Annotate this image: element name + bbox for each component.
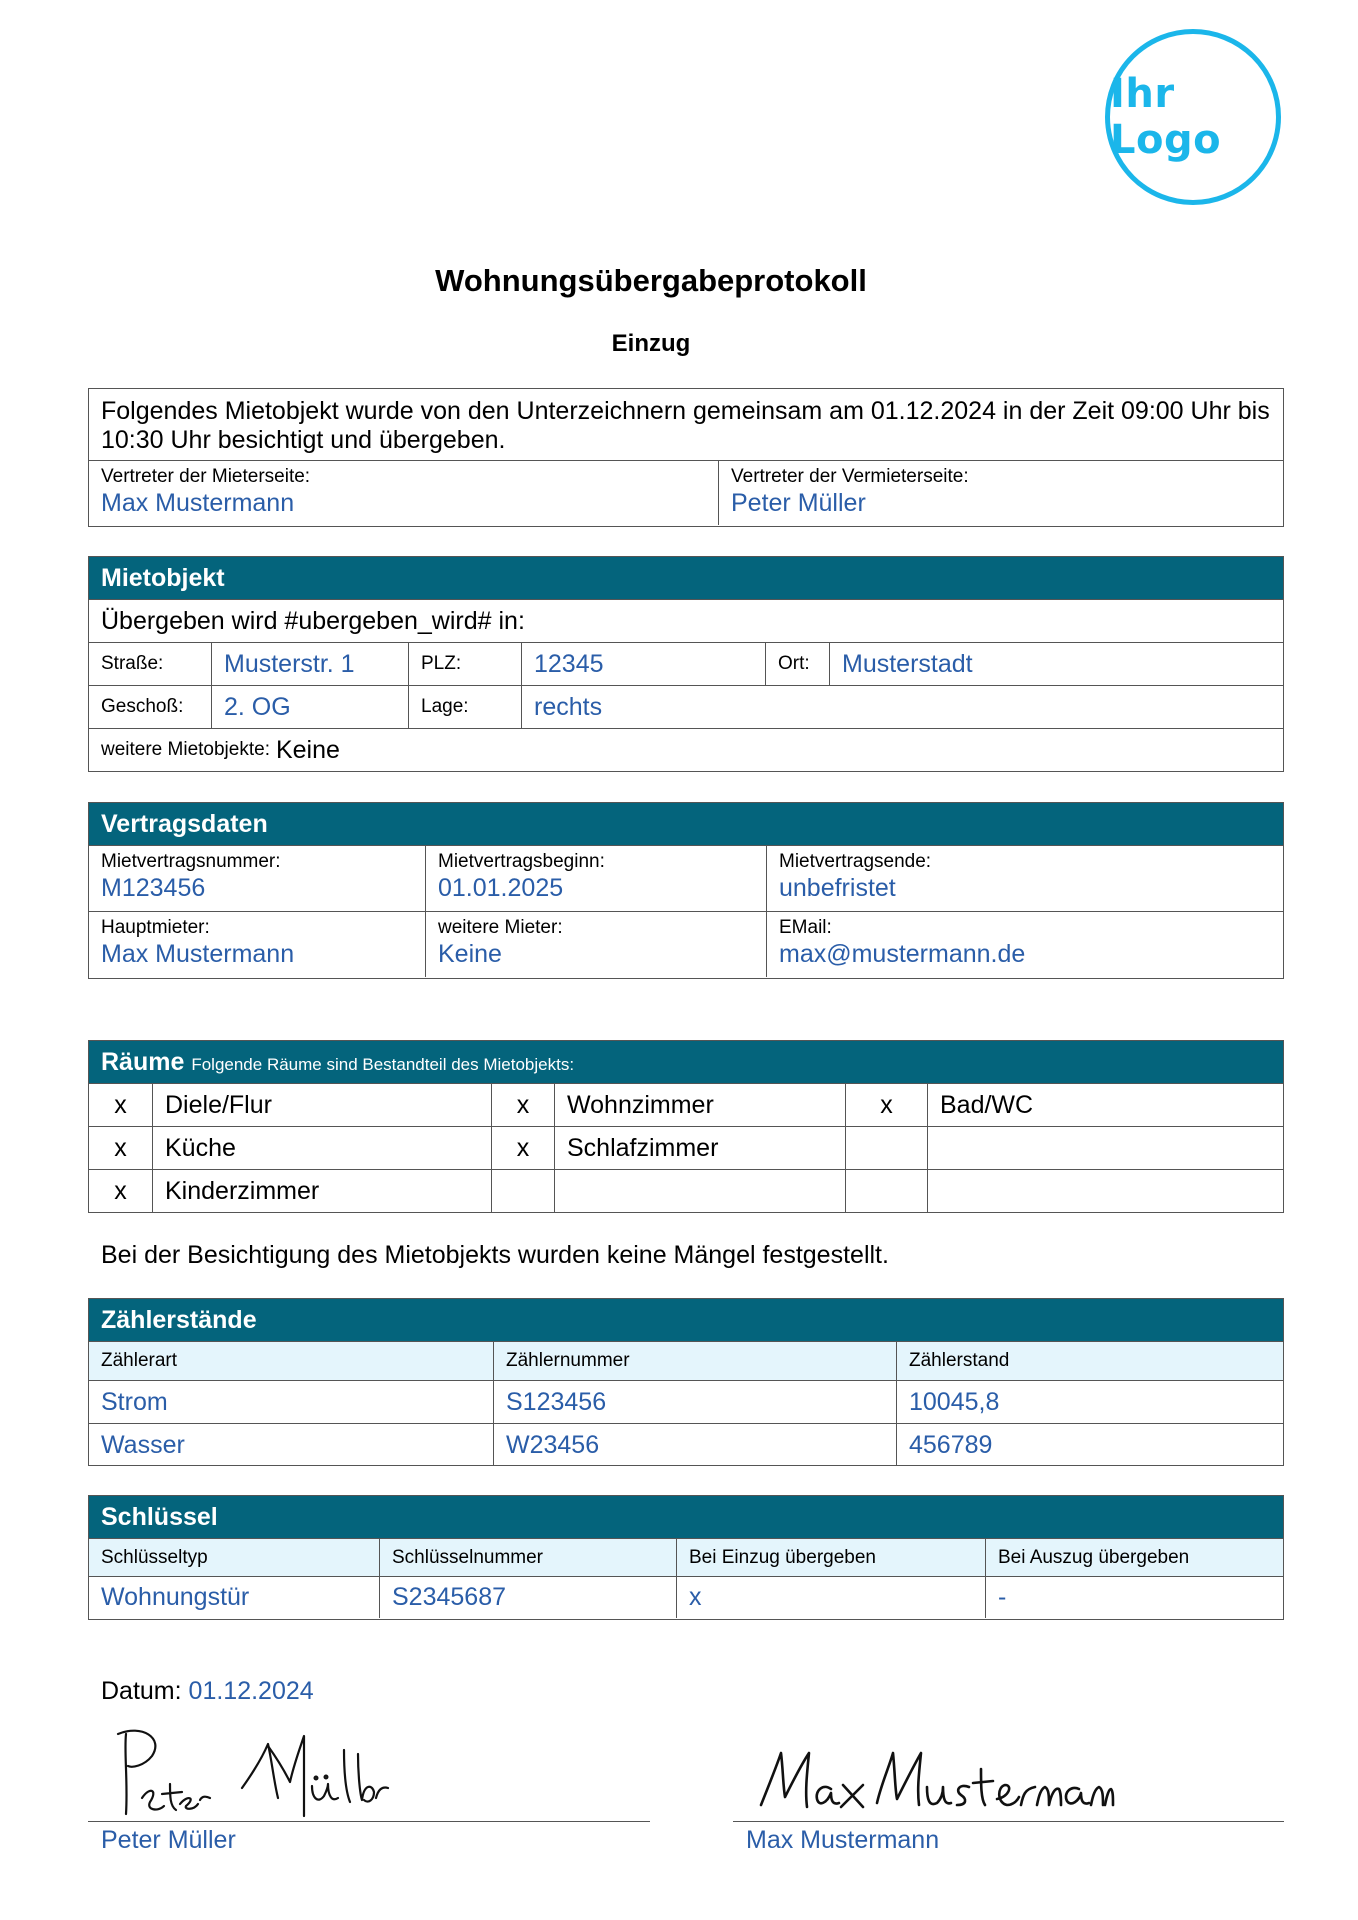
raum-name: Schlafzimmer (554, 1127, 845, 1169)
table-cell: 456789 (896, 1424, 1283, 1466)
raum-mark: x (491, 1127, 554, 1169)
raum-name: Küche (152, 1127, 491, 1169)
signature-line-right (733, 1821, 1284, 1822)
raum-mark: x (114, 1176, 127, 1205)
weitere-value: Keine (275, 735, 340, 764)
geschoss-label: Geschoß: (101, 696, 184, 717)
mietobjekt-section (88, 556, 1284, 772)
maengel-statement: Bei der Besichtigung des Mietobjekts wurden keine Mängel festgestellt. (101, 1241, 889, 1269)
vertrag-field-label: Mietvertragsbeginn: (438, 851, 605, 872)
ort-value: Musterstadt (829, 643, 1283, 685)
table-row (89, 1423, 1283, 1466)
vertrag-field-label: weitere Mieter: (438, 917, 563, 938)
tenant-rep (89, 461, 718, 525)
schluessel-header: Schlüssel (89, 1496, 1283, 1538)
vertrag-field (766, 912, 1283, 977)
table-cell: W23456 (493, 1424, 896, 1466)
raum-mark (845, 1127, 927, 1169)
vertrag-field (766, 846, 1283, 911)
landlord-rep (718, 461, 1283, 525)
column-header: Schlüsseltyp (101, 1546, 208, 1568)
raum-name (927, 1127, 1283, 1169)
strasse-label: Straße: (101, 653, 164, 674)
vertrag-field-label: EMail: (779, 917, 832, 938)
column-header: Zählerart (101, 1350, 178, 1371)
vertrag-field-label: Hauptmieter: (101, 917, 210, 938)
date-value: 01.12.2024 (188, 1677, 314, 1705)
geschoss-value: 2. OG (211, 686, 408, 728)
raeume-header-subtitle: Folgende Räume sind Bestandteil des Mietobjekts: (191, 1055, 575, 1074)
mietobjekt-intro: Übergeben wird #ubergeben_wird# in: (101, 606, 525, 635)
raeume-row (89, 1083, 1283, 1126)
page-subtitle: Einzug (611, 330, 691, 357)
signature-line-left (88, 1821, 650, 1822)
vertrag-field-value: Max Mustermann (101, 940, 295, 968)
date-label: Datum: (101, 1677, 182, 1705)
intro-text: Folgendes Mietobjekt wurde von den Unterzeichnern gemeinsam am 01.12.2024 in der Zeit 09:00 Uhr bis 10:30 Uhr besichtigt und übergeben. (101, 397, 1270, 454)
raum-name (554, 1170, 845, 1212)
raeume-row (89, 1126, 1283, 1169)
table-cell: 10045,8 (896, 1381, 1283, 1423)
vertrag-field-value: max@mustermann.de (779, 940, 1026, 968)
intro-box (88, 388, 1284, 527)
lage-label: Lage: (408, 686, 521, 728)
mietobjekt-header: Mietobjekt (89, 557, 1283, 599)
signature-name-left: Peter Müller (101, 1826, 236, 1854)
vertrag-field (425, 846, 766, 911)
signature-right (755, 1745, 1115, 1817)
raum-mark: x (491, 1084, 554, 1126)
raum-name: Kinderzimmer (152, 1170, 491, 1212)
raeume-header (89, 1041, 1283, 1083)
vertrag-field-label: Mietvertragsnummer: (101, 851, 281, 872)
table-cell: x (676, 1577, 985, 1618)
raum-name: Wohnzimmer (554, 1084, 845, 1126)
strasse-value: Musterstr. 1 (211, 643, 408, 685)
signature-left (112, 1722, 392, 1822)
vertragsdaten-header: Vertragsdaten (89, 803, 1283, 845)
table-cell: Wohnungstür (101, 1583, 250, 1611)
column-header: Schlüsselnummer (379, 1539, 676, 1576)
raum-mark: x (114, 1133, 127, 1162)
lage-value: rechts (521, 686, 1283, 728)
zaehler-header: Zählerstände (89, 1299, 1283, 1341)
column-header: Zählernummer (493, 1342, 896, 1380)
vertrag-field-value: unbefristet (779, 874, 896, 902)
vertrag-field (425, 912, 766, 977)
column-header: Zählerstand (896, 1342, 1283, 1380)
vertrag-field-value: M123456 (101, 874, 206, 902)
tenant-rep-value: Max Mustermann (101, 489, 295, 517)
vertrag-field (89, 846, 425, 911)
vertrag-field-value: Keine (438, 940, 502, 968)
weitere-mietobjekte (89, 729, 1283, 771)
table-cell: S2345687 (379, 1577, 676, 1618)
ort-label: Ort: (765, 643, 829, 685)
column-header: Bei Auszug übergeben (985, 1539, 1283, 1576)
tenant-rep-label: Vertreter der Mieterseite: (101, 466, 311, 487)
table-cell: - (985, 1577, 1283, 1618)
table-row (89, 1380, 1283, 1423)
schluessel-column-header (89, 1538, 1283, 1576)
table-cell: Strom (101, 1387, 168, 1416)
raum-name: Diele/Flur (152, 1084, 491, 1126)
table-cell: Wasser (101, 1430, 185, 1459)
vertrag-field-value: 01.01.2025 (438, 874, 564, 902)
signature-name-right: Max Mustermann (746, 1826, 940, 1854)
logo (1105, 29, 1281, 205)
raum-mark (845, 1170, 927, 1212)
landlord-rep-value: Peter Müller (731, 489, 866, 517)
raeume-row (89, 1169, 1283, 1212)
vertragsdaten-section (88, 802, 1284, 979)
zaehler-column-header (89, 1341, 1283, 1380)
table-row (89, 1576, 1283, 1618)
logo-text: Ihr Logo (1110, 71, 1222, 163)
raeume-header-title: Räume (101, 1048, 185, 1076)
date-line (101, 1677, 314, 1706)
weitere-label: weitere Mietobjekte: (101, 739, 270, 760)
vertrag-field-label: Mietvertragsende: (779, 851, 932, 872)
raum-mark: x (114, 1090, 127, 1119)
table-cell: S123456 (493, 1381, 896, 1423)
raum-mark (491, 1170, 554, 1212)
column-header: Bei Einzug übergeben (676, 1539, 985, 1576)
raeume-section (88, 1040, 1284, 1213)
raum-mark: x (845, 1084, 927, 1126)
vertrag-field (89, 912, 425, 977)
page-title: Wohnungsübergabeprotokoll (435, 263, 867, 298)
schluessel-section (88, 1495, 1284, 1620)
landlord-rep-label: Vertreter der Vermieterseite: (731, 466, 969, 487)
plz-value: 12345 (521, 643, 765, 685)
zaehler-section (88, 1298, 1284, 1466)
raum-name: Bad/WC (927, 1084, 1283, 1126)
raum-name (927, 1170, 1283, 1212)
plz-label: PLZ: (408, 643, 521, 685)
